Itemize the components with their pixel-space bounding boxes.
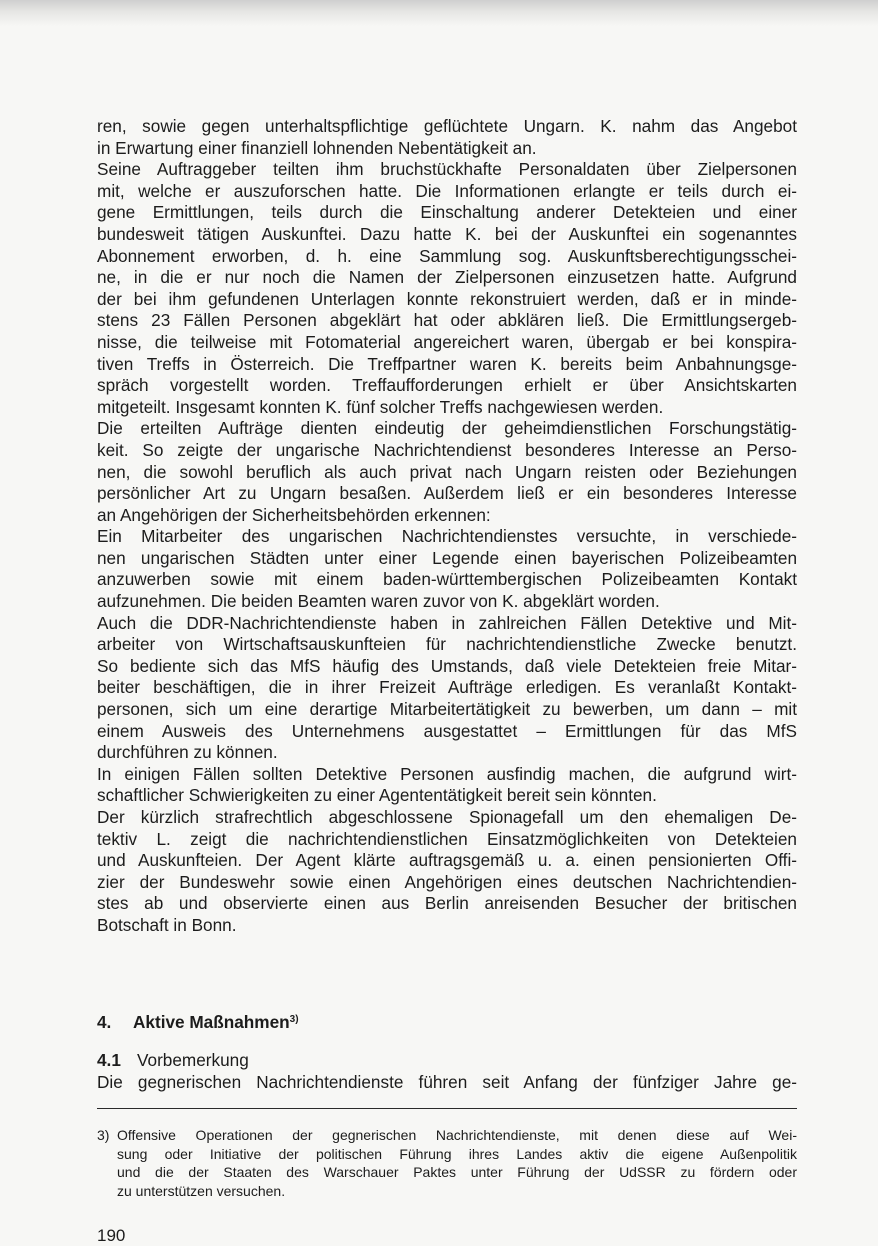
text-line: arbeiter von Wirtschaftsauskunfteien für nachrichtendienstliche Zwecke benutzt. [97,634,797,655]
text-line: Seine Auftraggeber teilten ihm bruchstückhafte Personaldaten über Zielpersonen [97,159,797,180]
body-text [97,116,797,937]
text-line: sung oder Initiative der politischen Führung ihres Landes aktiv die eigene Außenpolitik [117,1145,797,1162]
subsection-heading [97,1050,797,1072]
text-line: und die der Staaten des Warschauer Paktes unter Führung der UdSSR zu fördern oder [117,1164,797,1181]
text-line: anzuwerben sowie mit einem baden-württembergischen Polizeibeamten Kontakt [97,569,797,590]
text-line: So bediente sich das MfS häufig des Umstands, daß viele Detekteien freie Mitar- [97,655,797,676]
text-line: mitgeteilt. Insgesamt konnten K. fünf solcher Treffs nachgewiesen werden. [97,396,664,417]
text-line: bundesweit tätigen Auskunftei. Dazu hatte K. bei der Auskunftei ein sogenanntes [97,223,797,244]
text-line: schaftlicher Schwierigkeiten zu einer Agententätigkeit bereit sein könnten. [97,785,657,806]
text-line: Botschaft in Bonn. [97,914,237,935]
text-line: Die erteilten Aufträge dienten eindeutig der geheimdienstlichen Forschungstätig- [97,418,797,439]
footnote-marker: 3) [97,1127,110,1143]
text-line: aufzunehmen. Die beiden Beamten waren zuvor von K. abgeklärt worden. [97,591,660,612]
text-line: einem Ausweis des Unternehmens ausgestattet – Ermittlungen für das MfS [97,720,797,741]
text-line: gene Ermittlungen, teils durch die Einschaltung anderer Detekteien und einer [97,202,797,223]
text-line: Offensive Operationen der gegnerischen Nachrichtendienste, mit denen diese auf Wei- [117,1127,797,1143]
subsection-text: Die gegnerischen Nachrichtendienste führen seit Anfang der fünfziger Jahre ge- [97,1071,797,1092]
text-line: nen, die sowohl beruflich als auch privat nach Ungarn reisten oder Beziehungen [97,461,797,482]
subsection-number: 4.1 [97,1050,121,1070]
text-line: an Angehörigen der Sicherheitsbehörden erkennen: [97,504,491,525]
text-line: tiven Treffs in Österreich. Die Treffpartner waren K. bereits beim Anbahnungsge- [97,353,797,374]
text-line: personen, sich um eine derartige Mitarbeitertätigkeit zu bewerben, um dann – mit [97,699,797,720]
text-line: In einigen Fällen sollten Detektive Personen ausfindig machen, die aufgrund wirt- [97,763,797,784]
scan-top-shadow [0,0,878,26]
footnote [97,1126,797,1200]
subsection [97,1050,797,1093]
text-line: ren, sowie gegen unterhaltspflichtige geflüchtete Ungarn. K. nahm das Angebot [97,116,797,136]
section-number: 4. [97,1012,112,1032]
text-line: Abonnement erworben, d. h. eine Sammlung sog. Auskunftsberechtigungsschei- [97,245,797,266]
section-title: Aktive Maßnahmen [133,1012,290,1032]
text-line: nen ungarischen Städten unter einer Legende einen bayerischen Polizeibeamten [97,547,797,568]
subsection-title: Vorbemerkung [137,1050,249,1070]
text-line: zier der Bundeswehr sowie einen Angehörigen eines deutschen Nachrichtendien- [97,871,797,892]
text-line: beiter beschäftigen, die in ihrer Freizeit Aufträge erledigen. Es veranlaßt Kontakt- [97,677,797,698]
text-line: durchführen zu können. [97,742,278,763]
text-line: persönlicher Art zu Ungarn besaßen. Außerdem ließ er ein besonderes Interesse [97,483,797,504]
text-line: stens 23 Fällen Personen abgeklärt hat oder abklären ließ. Die Ermittlungsergeb- [97,310,797,331]
footnote-reference: 3) [289,1014,299,1025]
text-line: der bei ihm gefundenen Unterlagen konnte rekonstruiert werden, daß er in minde- [97,288,797,309]
text-line: stes ab und observierte einen aus Berlin anreisenden Besucher der britischen [97,893,797,914]
page-number: 190 [97,1226,126,1245]
text-line: und Auskunfteien. Der Agent klärte auftragsgemäß u. a. einen pensionierten Offi- [97,850,797,871]
text-line: in Erwartung einer finanziell lohnenden Nebentätigkeit an. [97,137,537,158]
text-line: Ein Mitarbeiter des ungarischen Nachrichtendienstes versuchte, in verschiede- [97,526,797,547]
text-line: tektiv L. zeigt die nachrichtendienstlichen Einsatzmöglichkeiten von Detekteien [97,828,797,849]
text-line: spräch vorgestellt worden. Treffaufforderungen erhielt er über Ansichtskarten [97,375,797,396]
text-line: zu unterstützen versuchen. [117,1182,286,1199]
text-line: mit, welche er auszuforschen hatte. Die Informationen erlangte er teils durch ei- [97,180,797,201]
text-line: Auch die DDR-Nachrichtendienste haben in zahlreichen Fällen Detektive und Mit- [97,612,797,633]
text-line: ne, in die er nur noch die Namen der Zielpersonen einzusetzen hatte. Aufgrund [97,267,797,288]
section-heading [97,1012,797,1034]
footnote-body [117,1126,797,1200]
text-line: nisse, die teilweise mit Fotomaterial angereichert waren, übergab er bei konspira- [97,331,797,352]
text-line: keit. So zeigte der ungarische Nachrichtendienst besonderes Interesse an Perso- [97,439,797,460]
text-line: Der kürzlich strafrechtlich abgeschlossene Spionagefall um den ehemaligen De- [97,807,797,827]
footnote-divider [97,1108,797,1109]
